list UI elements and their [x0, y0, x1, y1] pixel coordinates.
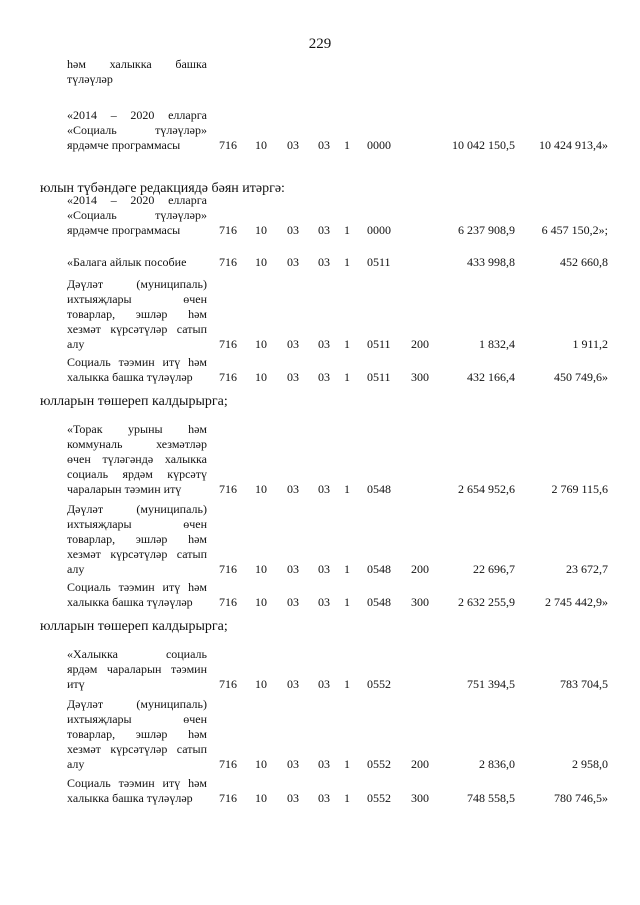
section-code: 10: [255, 757, 267, 771]
type-code: 1: [344, 223, 350, 237]
table-row: [0, 422, 640, 497]
table-row: [0, 193, 640, 238]
group-code: 03: [318, 138, 330, 152]
ministry-code: 716: [219, 595, 237, 609]
section-code: 10: [255, 791, 267, 805]
group-code: 03: [318, 595, 330, 609]
program-code: 0511: [367, 255, 391, 269]
type-code: 1: [344, 677, 350, 691]
section-code: 10: [255, 595, 267, 609]
expense-type-code: 200: [411, 562, 429, 576]
amount-year-2: 2 745 442,9»: [545, 595, 608, 609]
table-row: [0, 776, 640, 806]
expense-type-code: 200: [411, 337, 429, 351]
table-row: [0, 277, 640, 352]
row-description: «2014 – 2020 елларга «Социаль түләүләр» ярдәмче программасы: [67, 108, 207, 152]
section-code: 10: [255, 482, 267, 496]
type-code: 1: [344, 595, 350, 609]
type-code: 1: [344, 482, 350, 496]
amount-year-1: 751 394,5: [467, 677, 515, 691]
subsection-code: 03: [287, 223, 299, 237]
ministry-code: 716: [219, 562, 237, 576]
row-description: Дәүләт (муниципаль) ихтыяҗлары өчен товарлар, эшләр һәм хезмәт күрсәтүләр сатып алу: [67, 697, 207, 771]
amount-year-1: 2 654 952,6: [458, 482, 515, 496]
amount-year-2: 2 958,0: [572, 757, 608, 771]
amount-year-2: 10 424 913,4»: [539, 138, 608, 152]
amount-year-2: 23 672,7: [566, 562, 608, 576]
table-row: [0, 502, 640, 577]
group-code: 03: [318, 223, 330, 237]
amount-year-2: 452 660,8: [560, 255, 608, 269]
subsection-code: 03: [287, 255, 299, 269]
subsection-code: 03: [287, 337, 299, 351]
table-row: [0, 108, 640, 153]
group-code: 03: [318, 677, 330, 691]
table-row: [0, 355, 640, 385]
section-code: 10: [255, 677, 267, 691]
row-description: Социаль тәэмин итү һәм халыкка башка түләүләр: [67, 355, 207, 384]
program-code: 0000: [367, 223, 391, 237]
type-code: 1: [344, 370, 350, 384]
program-code: 0548: [367, 562, 391, 576]
program-code: 0000: [367, 138, 391, 152]
instruction-text: юлларын төшереп калдырырга;: [40, 619, 228, 634]
program-code: 0511: [367, 370, 391, 384]
section-code: 10: [255, 223, 267, 237]
page-number: 229: [308, 36, 332, 52]
program-code: 0552: [367, 791, 391, 805]
subsection-code: 03: [287, 757, 299, 771]
group-code: 03: [318, 255, 330, 269]
ministry-code: 716: [219, 482, 237, 496]
type-code: 1: [344, 255, 350, 269]
subsection-code: 03: [287, 370, 299, 384]
section-code: 10: [255, 337, 267, 351]
amount-year-2: 1 911,2: [572, 337, 608, 351]
row-description: Социаль тәэмин итү һәм халыкка башка түләүләр: [67, 580, 207, 609]
amount-year-2: 6 457 150,2»;: [541, 223, 608, 237]
type-code: 1: [344, 791, 350, 805]
row-description: «Торак урыны һәм коммуналь хезмәтләр өчен түләгәндә халыкка социаль ярдәм күрсәтү чараларын тәэмин итү: [67, 422, 207, 496]
subsection-code: 03: [287, 138, 299, 152]
ministry-code: 716: [219, 370, 237, 384]
program-code: 0511: [367, 337, 391, 351]
subsection-code: 03: [287, 562, 299, 576]
subsection-code: 03: [287, 595, 299, 609]
type-code: 1: [344, 138, 350, 152]
amount-year-2: 783 704,5: [560, 677, 608, 691]
row-description: «Халыкка социаль ярдәм чараларын тәэмин итү: [67, 647, 207, 691]
expense-type-code: 300: [411, 370, 429, 384]
group-code: 03: [318, 482, 330, 496]
table-row: [0, 580, 640, 610]
table-row: [0, 57, 640, 87]
amount-year-2: 2 769 115,6: [551, 482, 608, 496]
ministry-code: 716: [219, 223, 237, 237]
group-code: 03: [318, 337, 330, 351]
amount-year-1: 1 832,4: [479, 337, 515, 351]
row-description: һәм халыкка башка түләүләр: [67, 57, 207, 86]
amount-year-1: 6 237 908,9: [458, 223, 515, 237]
program-code: 0548: [367, 482, 391, 496]
ministry-code: 716: [219, 757, 237, 771]
type-code: 1: [344, 337, 350, 351]
amount-year-1: 432 166,4: [467, 370, 515, 384]
table-row: [0, 697, 640, 772]
program-code: 0552: [367, 757, 391, 771]
ministry-code: 716: [219, 337, 237, 351]
subsection-code: 03: [287, 482, 299, 496]
amount-year-1: 22 696,7: [473, 562, 515, 576]
table-row: [0, 255, 640, 270]
row-description: Дәүләт (муниципаль) ихтыяҗлары өчен товарлар, эшләр һәм хезмәт күрсәтүләр сатып алу: [67, 277, 207, 351]
section-code: 10: [255, 562, 267, 576]
amount-year-1: 433 998,8: [467, 255, 515, 269]
subsection-code: 03: [287, 677, 299, 691]
row-description: Дәүләт (муниципаль) ихтыяҗлары өчен товарлар, эшләр һәм хезмәт күрсәтүләр сатып алу: [67, 502, 207, 576]
instruction-text: юлын түбәндәге редакциядә бәян итәргә:: [40, 181, 285, 196]
expense-type-code: 200: [411, 757, 429, 771]
program-code: 0552: [367, 677, 391, 691]
type-code: 1: [344, 757, 350, 771]
amount-year-1: 10 042 150,5: [452, 138, 515, 152]
expense-type-code: 300: [411, 595, 429, 609]
group-code: 03: [318, 562, 330, 576]
group-code: 03: [318, 370, 330, 384]
section-code: 10: [255, 370, 267, 384]
table-row: [0, 647, 640, 692]
instruction-text: юлларын төшереп калдырырга;: [40, 394, 228, 409]
group-code: 03: [318, 757, 330, 771]
type-code: 1: [344, 562, 350, 576]
amount-year-1: 2 632 255,9: [458, 595, 515, 609]
expense-type-code: 300: [411, 791, 429, 805]
amount-year-1: 748 558,5: [467, 791, 515, 805]
amount-year-2: 450 749,6»: [554, 370, 608, 384]
ministry-code: 716: [219, 138, 237, 152]
program-code: 0548: [367, 595, 391, 609]
subsection-code: 03: [287, 791, 299, 805]
ministry-code: 716: [219, 791, 237, 805]
row-description: «Балага айлык пособие: [67, 255, 187, 269]
row-description: «2014 – 2020 елларга «Социаль түләүләр» ярдәмче программасы: [67, 193, 207, 237]
ministry-code: 716: [219, 677, 237, 691]
amount-year-1: 2 836,0: [479, 757, 515, 771]
section-code: 10: [255, 255, 267, 269]
section-code: 10: [255, 138, 267, 152]
ministry-code: 716: [219, 255, 237, 269]
amount-year-2: 780 746,5»: [554, 791, 608, 805]
group-code: 03: [318, 791, 330, 805]
row-description: Социаль тәэмин итү һәм халыкка башка түләүләр: [67, 776, 207, 805]
